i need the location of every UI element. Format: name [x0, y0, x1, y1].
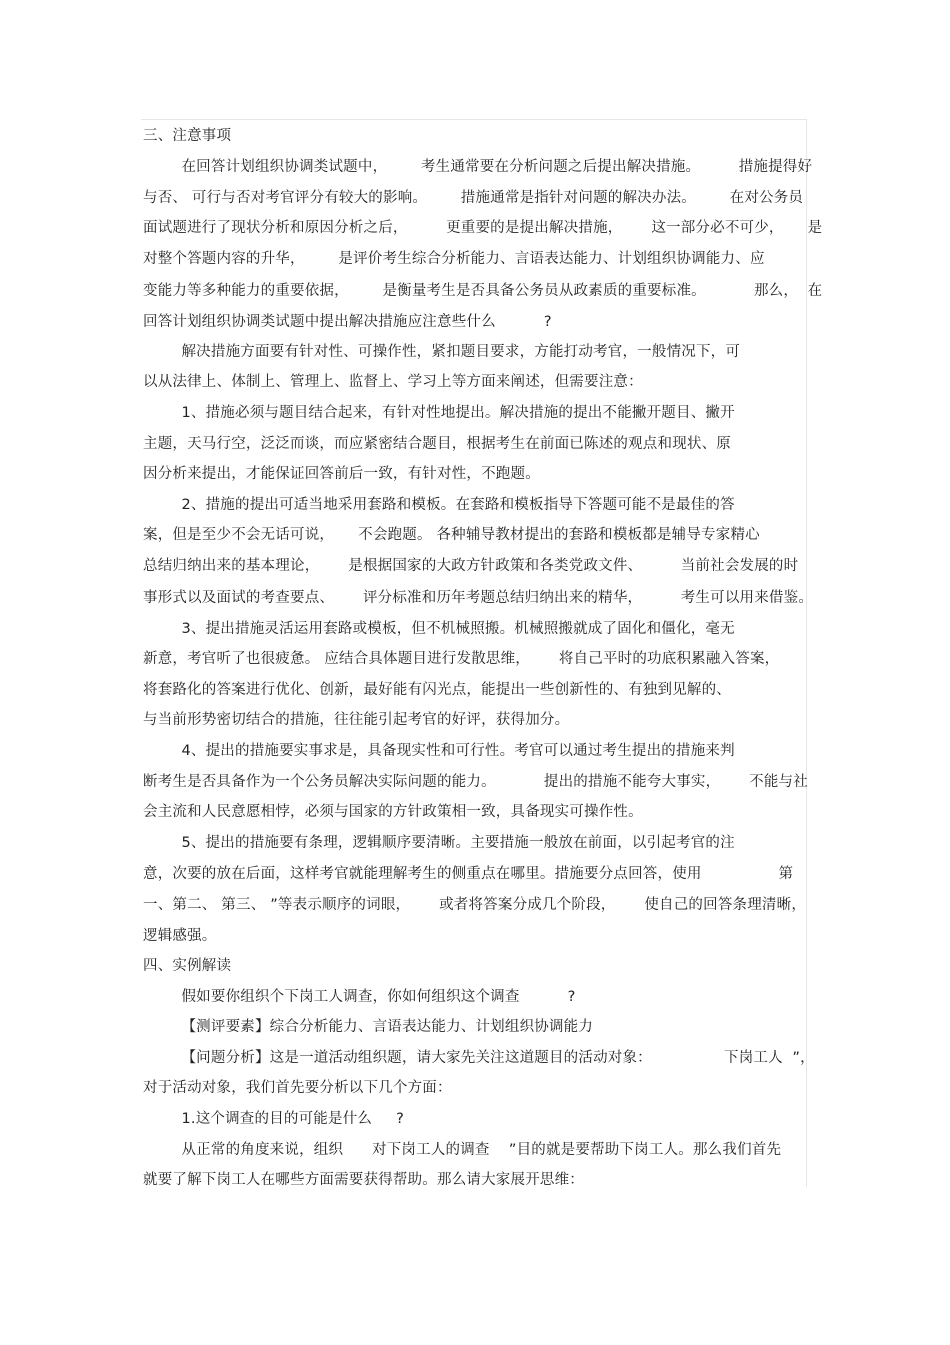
text-line: 会主流和人民意愿相悖，必须与国家的方针政策相一致，具备现实可操作性。	[143, 804, 643, 820]
text-line: 3、提出措施灵活运用套路或模板，但不机械照搬。机械照搬就成了固化和僵化，毫无	[143, 621, 735, 637]
text-line: 主题，天马行空，泛泛而谈，而应紧密结合题目，根据考生在前面已陈述的观点和现状、原	[143, 436, 731, 452]
text-line: 解决措施方面要有针对性、可操作性，紧扣题目要求，方能打动考官，一般情况下，可	[143, 344, 741, 360]
text-line: 对于活动对象，我们首先要分析以下几个方面：	[143, 1080, 452, 1096]
text-line: 从正常的角度来说，组织 对下岗工人的调查 ”目的就是要帮助下岗工人。那么我们首先	[143, 1142, 782, 1158]
text-line: 因分析来提出，才能保证回答前后一致，有针对性，不跑题。	[143, 466, 540, 482]
text-line: 1.这个调查的目的可能是什么 ?	[143, 1111, 405, 1127]
text-line: 逻辑感强。	[143, 928, 217, 944]
text-line: 将套路化的答案进行优化、创新，最好能有闪光点，能提出一些创新性的、有独到见解的、	[143, 682, 731, 698]
text-line: 总结归纳出来的基本理论， 是根据国家的大政方针政策和各类党政文件、 当前社会发展的时	[143, 558, 799, 574]
text-line: 回答计划组织协调类试题中提出解决措施应注意些什么 ?	[143, 314, 552, 330]
text-line: 三、注意事项	[143, 128, 232, 144]
text-line: 5、提出的措施要有条理，逻辑顺序要清晰。主要措施一般放在前面，以引起考官的注	[143, 835, 735, 851]
text-line: 假如要你组织个下岗工人调查，你如何组织这个调查 ?	[143, 989, 576, 1005]
text-line: 就要了解下岗工人在哪些方面需要获得帮助。那么请大家展开思维：	[143, 1172, 584, 1188]
text-line: 变能力等多种能力的重要依据， 是衡量考生是否具备公务员从政素质的重要标准。 那么， 在	[143, 283, 823, 299]
text-line: 以从法律上、体制上、管理上、监督上、学习上等方面来阐述，但需要注意：	[143, 374, 643, 390]
text-line: 面试题进行了现状分析和原因分析之后， 更重要的是提出解决措施， 这一部分必不可少， 是	[143, 220, 823, 236]
text-line: 四、实例解读	[143, 958, 232, 974]
text-line: 断考生是否具备作为一个公务员解决实际问题的能力。 提出的措施不能夸大事实， 不能与社	[143, 774, 808, 790]
text-line: 一、第二、 第三、 ”等表示顺序的词眼， 或者将答案分成几个阶段， 使自己的回答条理清晰，	[143, 897, 807, 913]
text-line: 与否、 可行与否对考官评分有较大的影响。 措施通常是指针对问题的解决办法。 在对公务员	[143, 190, 804, 206]
text-line: 新意，考官听了也很疲惫。 应结合具体题目进行发散思维， 将自己平时的功底积累融入答案，	[143, 651, 780, 667]
text-line: 【测评要素】综合分析能力、言语表达能力、计划组织协调能力	[143, 1019, 594, 1035]
text-line: 4、提出的措施要实事求是，具备现实性和可行性。考官可以通过考生提出的措施来判	[143, 743, 735, 759]
text-line: 与当前形势密切结合的措施，往往能引起考官的好评，获得加分。	[143, 712, 570, 728]
text-line: 2、措施的提出可适当地采用套路和模板。在套路和模板指导下答题可能不是最佳的答	[143, 497, 735, 513]
text-line: 事形式以及面试的考查要点、 评分标准和历年考题总结归纳出来的精华， 考生可以用来借鉴。	[143, 590, 814, 606]
text-line: 案，但是至少不会无话可说， 不会跑题。 各种辅导教材提出的套路和模板都是辅导专家精心	[143, 527, 760, 543]
text-line: 意，次要的放在后面，这样考官就能理解考生的侧重点在哪里。措施要分点回答，使用 第	[143, 866, 794, 882]
text-line: 对整个答题内容的升华， 是评价考生综合分析能力、言语表达能力、计划组织协调能力、应	[143, 251, 765, 267]
text-line: 在回答计划组织协调类试题中， 考生通常要在分析问题之后提出解决措施。 措施提得好	[143, 159, 813, 175]
text-line: 1、措施必须与题目结合起来，有针对性地提出。解决措施的提出不能撇开题目、撇开	[143, 405, 735, 421]
text-line: 【问题分析】这是一道活动组织题，请大家先关注这道题目的活动对象： 下岗工人 ”，	[143, 1050, 815, 1066]
